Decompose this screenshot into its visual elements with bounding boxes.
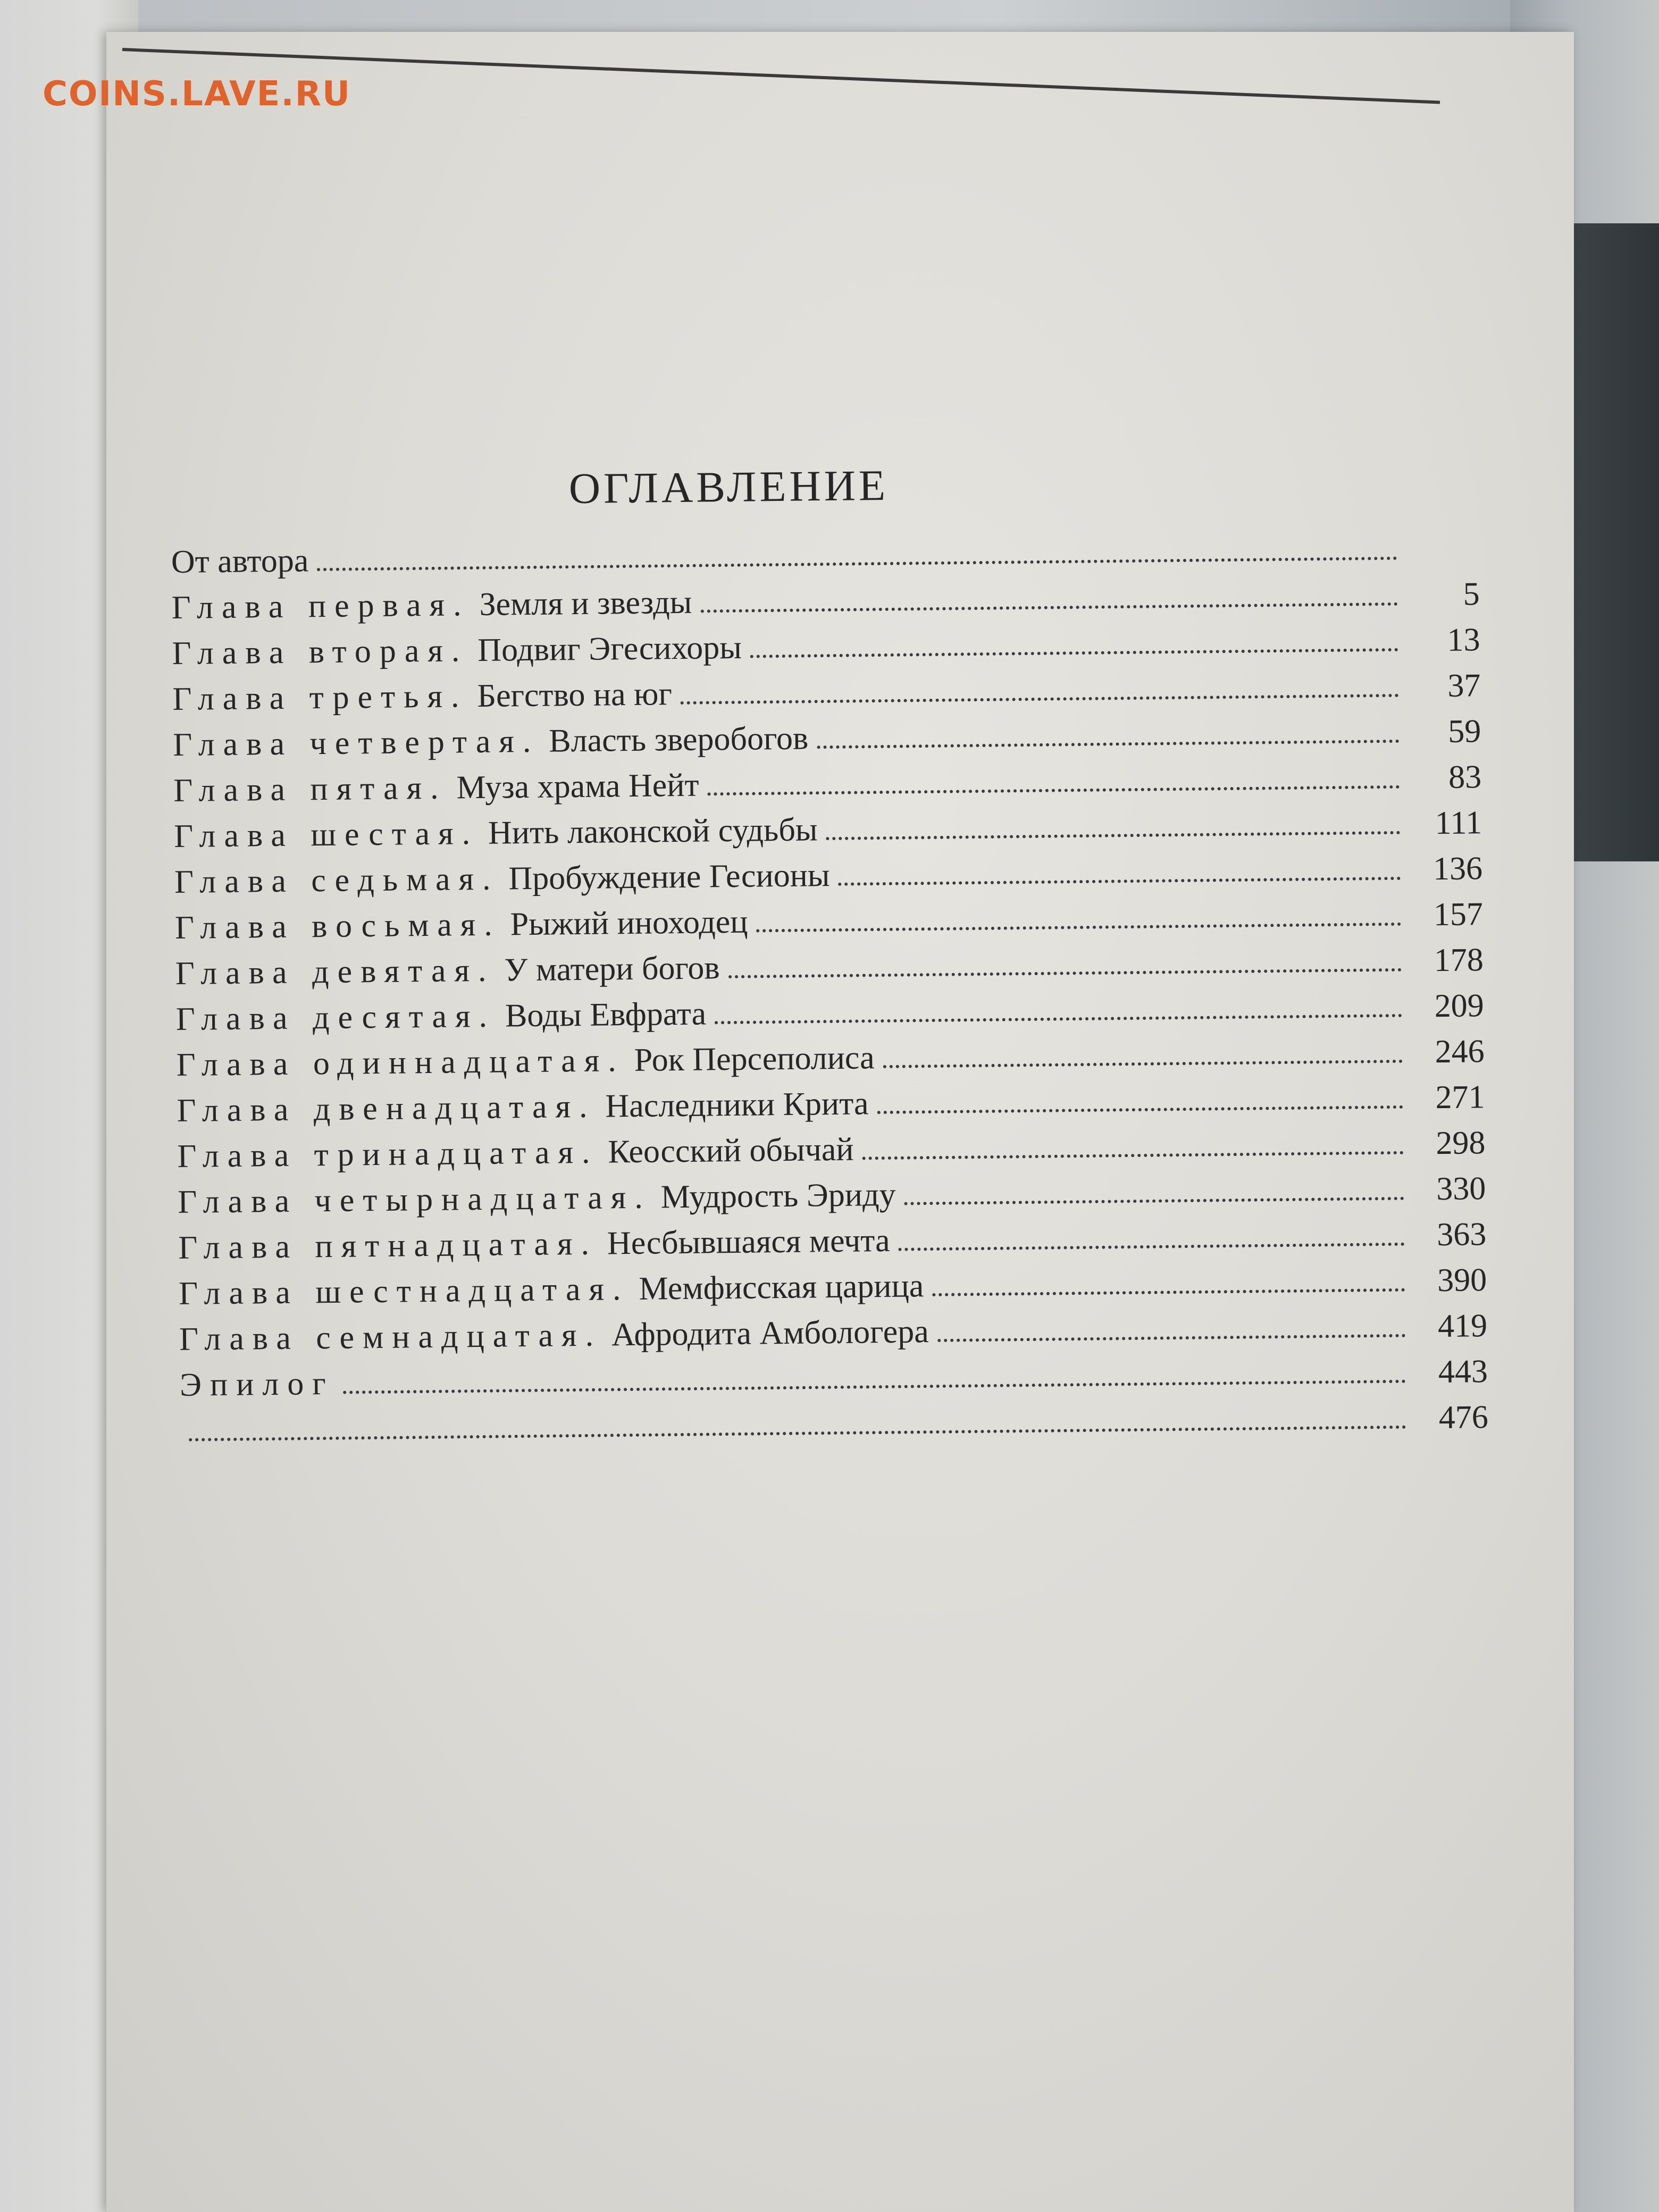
chapter-prefix: Глава шестая.: [173, 815, 479, 854]
chapter-prefix: Глава тринадцатая.: [177, 1134, 599, 1175]
chapter-title: Нить лаконской судьбы: [488, 811, 818, 851]
dot-leader: [700, 602, 1397, 613]
dot-leader: [343, 1380, 1406, 1394]
chapter-prefix: Глава пятая.: [173, 769, 447, 809]
chapter-title: У матери богов: [504, 950, 720, 988]
chapter-prefix: Глава первая.: [171, 586, 470, 626]
dot-leader: [817, 740, 1399, 749]
page-number: 330: [1436, 1170, 1486, 1208]
chapter-prefix: Глава шестнадцатая.: [178, 1271, 630, 1312]
dot-leader: [877, 1105, 1403, 1114]
chapter-title: Воды Евфрата: [505, 995, 707, 1034]
chapter-title: Власть зверобогов: [548, 720, 809, 759]
chapter-prefix: Эпилог: [179, 1365, 335, 1403]
page-number: 271: [1435, 1079, 1485, 1116]
dot-leader: [317, 557, 1397, 571]
table-of-contents: [170, 454, 1520, 1454]
chapter-title: Мудрость Эриду: [660, 1176, 896, 1216]
dot-leader: [899, 1243, 1405, 1251]
dot-leader: [839, 877, 1401, 886]
page-number: 443: [1438, 1353, 1488, 1390]
page-number: 83: [1448, 759, 1482, 795]
dot-leader: [728, 968, 1402, 978]
page-number: 209: [1434, 987, 1485, 1025]
chapter-title: Несбывшаяся мечта: [607, 1222, 890, 1262]
dot-leader: [883, 1060, 1403, 1068]
chapter-title: Рыжий иноходец: [510, 903, 748, 943]
dot-leader: [932, 1288, 1405, 1296]
chapter-title: Пробуждение Гесионы: [508, 857, 830, 897]
toc-title: ОГЛАВЛЕНИЕ: [568, 460, 889, 513]
chapter-prefix: Глава десятая.: [175, 998, 496, 1037]
page-number: 390: [1437, 1262, 1487, 1299]
chapter-prefix: Глава двенадцатая.: [177, 1088, 596, 1129]
chapter-title: Земля и звезды: [479, 584, 692, 623]
dot-leader: [715, 1014, 1402, 1025]
chapter-prefix: Глава одиннадцатая.: [176, 1042, 625, 1083]
chapter-title: От автора: [171, 542, 309, 580]
page-number: 363: [1436, 1216, 1487, 1253]
chapter-title: Наследники Крита: [605, 1085, 869, 1125]
dot-leader: [757, 923, 1402, 933]
chapter-prefix: Глава седьмая.: [174, 860, 499, 900]
page-number: 178: [1434, 942, 1484, 979]
page-number: 298: [1436, 1125, 1486, 1162]
neighbor-book-cover: [1563, 223, 1659, 861]
page-number: 157: [1433, 896, 1484, 933]
chapter-prefix: Глава восьмая.: [174, 906, 501, 946]
chapter-title: Афродита Амбологера: [611, 1313, 929, 1353]
chapter-title: Бегство на юг: [477, 676, 673, 714]
chapter-prefix: Глава семнадцатая.: [179, 1317, 602, 1358]
page-number: 111: [1435, 805, 1482, 842]
chapter-title: Муза храма Нейт: [456, 767, 699, 806]
page-number: 59: [1447, 713, 1481, 750]
dot-leader: [189, 1426, 1406, 1442]
toc-list: [171, 525, 1520, 1454]
chapter-prefix: Глава четвертая.: [173, 723, 540, 763]
dot-leader: [937, 1334, 1405, 1342]
chapter-title: Мемфисская царица: [639, 1268, 924, 1307]
watermark: COINS.LAVE.RU: [43, 74, 351, 114]
page-number: 136: [1432, 850, 1483, 887]
dot-leader: [708, 785, 1400, 796]
chapter-title: Кеосский обычай: [608, 1131, 854, 1170]
dot-leader: [681, 694, 1399, 705]
chapter-title: Рок Персеполиса: [634, 1040, 875, 1078]
dot-leader: [862, 1151, 1404, 1160]
dot-leader: [904, 1197, 1404, 1205]
dot-leader: [826, 831, 1401, 840]
chapter-prefix: Глава четырнадцатая.: [178, 1179, 652, 1220]
page-number: 37: [1447, 667, 1481, 704]
page-number: 476: [1438, 1399, 1489, 1436]
chapter-prefix: Глава девятая.: [175, 952, 495, 992]
chapter-title: Подвиг Эгесихоры: [477, 629, 742, 668]
chapter-prefix: Глава вторая.: [172, 632, 468, 672]
page-number: 13: [1447, 622, 1480, 658]
dot-leader: [750, 648, 1398, 658]
page-number: 419: [1437, 1308, 1488, 1345]
chapter-prefix: Глава третья.: [172, 678, 468, 717]
page-number: 5: [1463, 576, 1480, 613]
chapter-prefix: Глава пятнадцатая.: [178, 1225, 598, 1266]
page-number: 246: [1435, 1033, 1485, 1070]
